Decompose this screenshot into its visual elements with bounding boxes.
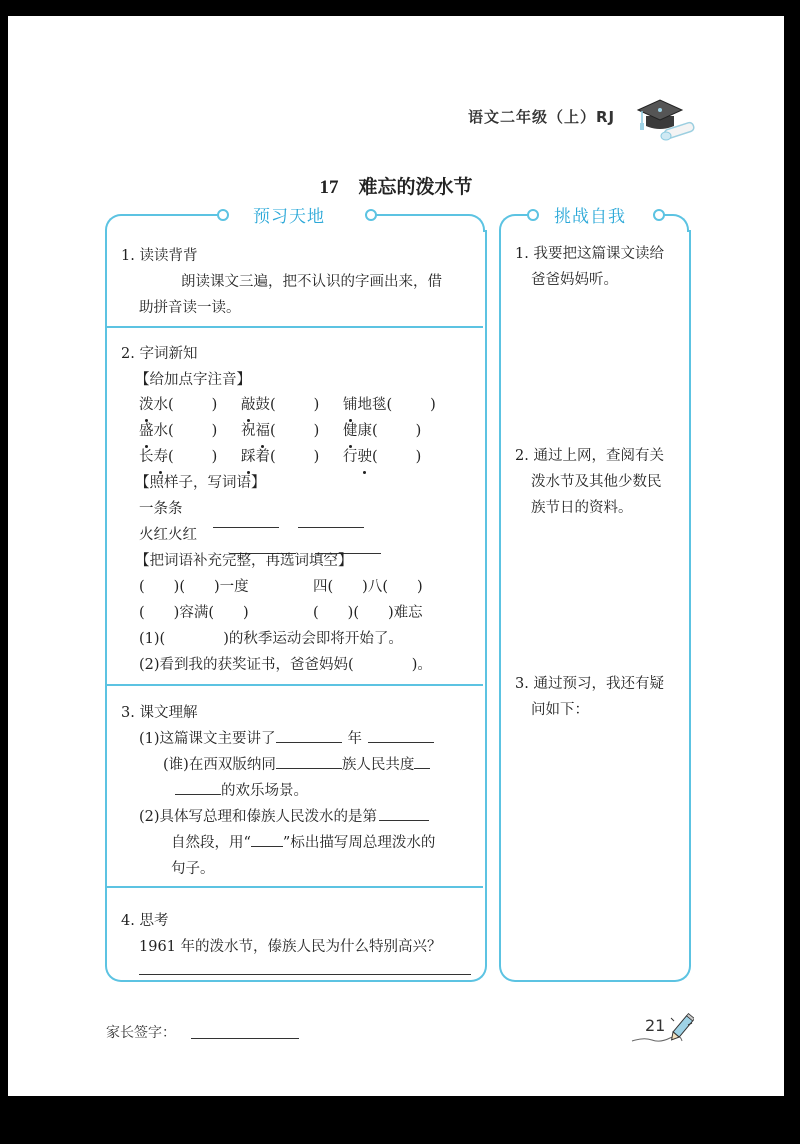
- pinyin-item: 健康( ): [343, 419, 421, 444]
- challenge-item-3-line2: 问如下：: [531, 702, 589, 718]
- ring-ornament: [217, 209, 229, 221]
- challenge-panel-box: [499, 230, 691, 982]
- challenge-panel-label: 挑战自我: [554, 207, 626, 227]
- q4-title: 4. 思考: [121, 913, 169, 929]
- q4-question: 1961 年的泼水节，傣族人民为什么特别高兴？: [139, 939, 442, 955]
- parent-signature-line[interactable]: [191, 1038, 299, 1039]
- challenge-item-1-line1: 1. 我要把这篇课文读给: [515, 246, 664, 262]
- answer-blank[interactable]: [213, 513, 279, 528]
- q2-subtitle-pattern: 【照样子，写词语】: [135, 475, 266, 491]
- pinyin-item: 踩着( ): [241, 445, 319, 470]
- fill-sentence-2: (2)看到我的获奖证书，爸爸妈妈( )。: [139, 657, 432, 673]
- page-number: 21: [645, 1016, 666, 1035]
- pinyin-item: 泼水( ): [139, 393, 217, 418]
- section-divider: [107, 326, 483, 328]
- ring-ornament: [527, 209, 539, 221]
- q3-part1-line1: (1)这篇课文主要讲了 年: [139, 727, 434, 752]
- workbook-page: [8, 16, 784, 1096]
- challenge-item-2-line2: 泼水节及其他少数民: [531, 474, 662, 490]
- lesson-title: [8, 172, 784, 199]
- book-header: 语文二年级（上）RJ: [468, 108, 616, 126]
- q3-part2-line3: 句子。: [171, 861, 215, 877]
- q2-subtitle-pinyin: 【给加点字注音】: [135, 372, 251, 388]
- q2-title: 2. 字词新知: [121, 346, 198, 362]
- section-divider: [107, 886, 483, 888]
- lesson-name: 难忘的泼水节: [358, 176, 473, 198]
- graduation-cap-icon: [636, 96, 698, 142]
- q3-part2-line1: (2)具体写总理和傣族人民泼水的是第: [139, 805, 429, 830]
- challenge-item-3-line1: 3. 通过预习，我还有疑: [515, 676, 664, 692]
- answer-blank[interactable]: [298, 513, 364, 528]
- preview-panel-label: 预习天地: [253, 207, 325, 227]
- challenge-item-2-line1: 2. 通过上网，查阅有关: [515, 448, 664, 464]
- pattern-example-1: 一条条: [139, 501, 183, 517]
- q1-title: 1. 读读背背: [121, 248, 198, 264]
- pinyin-item: 盛水( ): [139, 419, 217, 444]
- pinyin-item: 铺地毯( ): [343, 393, 436, 418]
- pattern-example-2: 火红火红: [139, 527, 197, 543]
- pinyin-item: 敲鼓( ): [241, 393, 319, 418]
- q3-title: 3. 课文理解: [121, 705, 198, 721]
- fill-sentence-1: (1)( )的秋季运动会即将开始了。: [139, 631, 403, 647]
- challenge-item-1-line2: 爸爸妈妈听。: [531, 272, 618, 288]
- challenge-item-2-line3: 族节日的资料。: [531, 500, 633, 516]
- fill-item: ( )容满( ): [139, 605, 249, 621]
- fill-item: ( )( )一度: [139, 579, 249, 595]
- answer-line[interactable]: [139, 960, 471, 975]
- pinyin-item: 行驶( ): [343, 445, 421, 470]
- lesson-number: 17: [319, 177, 339, 198]
- parent-signature-label: 家长签字：: [106, 1025, 176, 1041]
- q2-subtitle-fill: 【把词语补充完整，再选词填空】: [135, 553, 353, 569]
- fill-item: 四( )八( ): [313, 579, 423, 595]
- fill-item: ( )( )难忘: [313, 605, 423, 621]
- pinyin-item: 祝福( ): [241, 419, 319, 444]
- q3-part1-line3: 的欢乐场景。: [175, 779, 308, 804]
- section-divider: [107, 684, 483, 686]
- q3-part1-line2: (谁)在西双版纳同 族人民共度: [163, 753, 430, 778]
- q3-part2-line2: 自然段，用“ ”标出描写周总理泼水的: [171, 831, 435, 856]
- pencil-icon: [630, 1011, 694, 1049]
- q1-line1: 朗读课文三遍，把不认识的字画出来，借: [181, 274, 442, 290]
- q1-line2: 助拼音读一读。: [139, 300, 241, 316]
- pinyin-item: 长寿( ): [139, 445, 217, 470]
